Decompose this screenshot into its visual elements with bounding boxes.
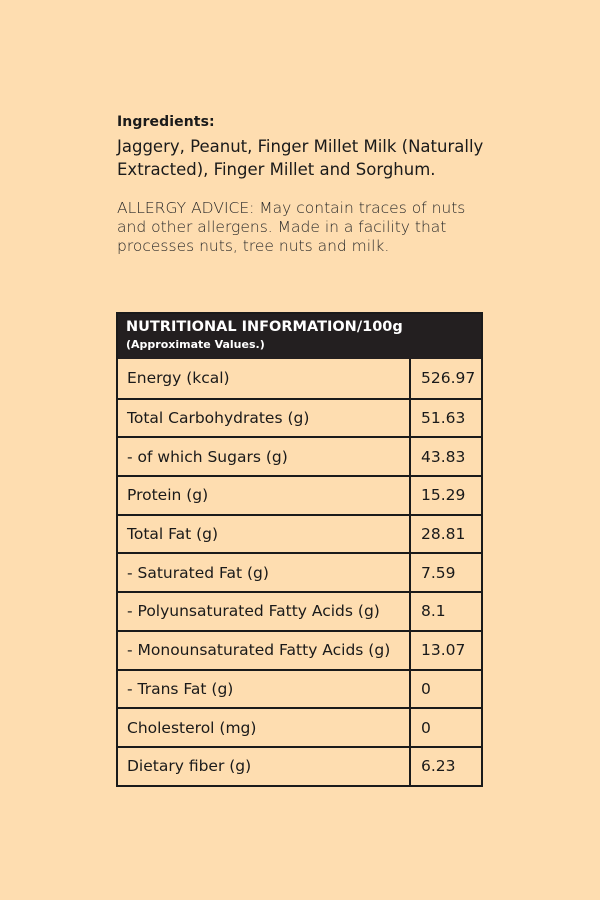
ingredients-text: Jaggery, Peanut, Finger Millet Milk (Naturally Extracted), Finger Millet and Sorghum. <box>117 137 484 179</box>
nutrition-table-title: NUTRITIONAL INFORMATION/100g <box>126 319 403 335</box>
table-row <box>118 630 481 669</box>
nutrient-value: 15.29 <box>421 486 466 505</box>
nutrition-table-subtitle: (Approximate Values.) <box>126 338 265 351</box>
table-row <box>118 475 481 514</box>
nutrient-label: - Trans Fat (g) <box>118 671 411 708</box>
nutrient-value: 28.81 <box>421 525 466 544</box>
nutrition-table-body <box>118 359 481 785</box>
nutrient-label: - Monounsaturated Fatty Acids (g) <box>118 632 411 669</box>
table-row <box>118 591 481 630</box>
nutrient-value: 8.1 <box>421 602 446 621</box>
table-row <box>118 707 481 746</box>
nutrient-value: 7.59 <box>421 563 456 582</box>
nutrient-label: - Saturated Fat (g) <box>118 554 411 591</box>
table-row <box>118 398 481 437</box>
nutrient-value: 0 <box>421 718 431 737</box>
ingredients-heading: Ingredients: <box>117 114 215 130</box>
nutrient-value: 526.97 <box>421 369 476 388</box>
table-row <box>118 436 481 475</box>
nutrient-label: - Polyunsaturated Fatty Acids (g) <box>118 593 411 630</box>
table-row <box>118 514 481 553</box>
nutrient-label: Energy (kcal) <box>118 359 411 398</box>
nutrient-label: Cholesterol (mg) <box>118 709 411 746</box>
table-row <box>118 746 481 785</box>
nutrient-label: Dietary fiber (g) <box>118 748 411 785</box>
table-row <box>118 552 481 591</box>
nutrient-label: - of which Sugars (g) <box>118 438 411 475</box>
nutrition-table <box>116 312 483 787</box>
nutrient-value: 13.07 <box>421 641 466 660</box>
nutrient-label: Protein (g) <box>118 477 411 514</box>
nutrient-value: 0 <box>421 679 431 698</box>
nutrition-table-header <box>118 314 481 359</box>
nutrient-label: Total Fat (g) <box>118 516 411 553</box>
table-row <box>118 359 481 398</box>
table-row <box>118 669 481 708</box>
allergy-advice-text: ALLERGY ADVICE: May contain traces of nuts and other allergens. Made in a facility that processes nuts, tree nuts and milk. <box>117 199 466 255</box>
nutrient-value: 51.63 <box>421 409 466 428</box>
nutrient-label: Total Carbohydrates (g) <box>118 400 411 437</box>
nutrient-value: 6.23 <box>421 757 456 776</box>
nutrient-value: 43.83 <box>421 447 466 466</box>
